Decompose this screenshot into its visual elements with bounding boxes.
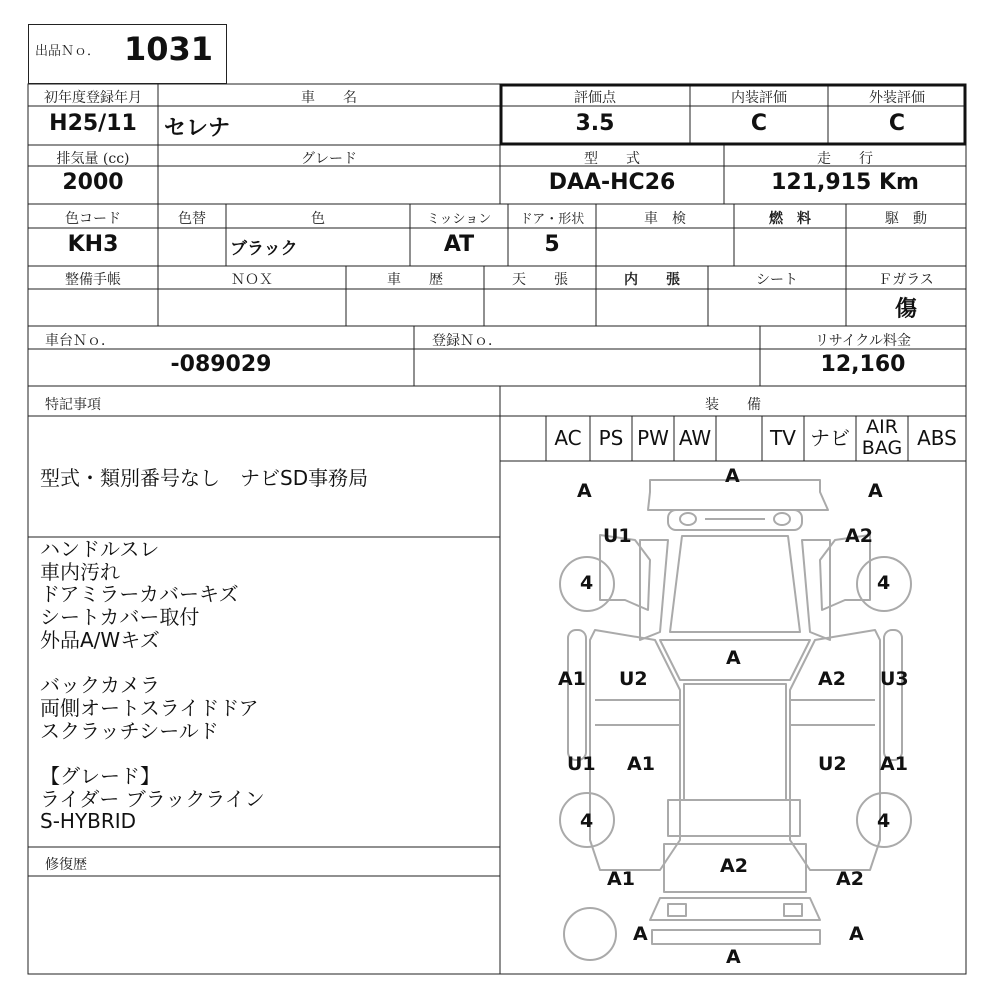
- notes-item: バックカメラ: [40, 673, 160, 698]
- car-name-value: セレナ: [164, 116, 231, 141]
- notes-item: 外品A/Wキズ: [40, 627, 160, 652]
- damage-rear-bottom: A: [726, 946, 741, 968]
- color-label: 色: [311, 211, 325, 227]
- repaint-label: 色替: [178, 211, 206, 227]
- fglass-label: Ｆガラス: [878, 272, 934, 288]
- exterior-label: 外装評価: [869, 90, 925, 106]
- repair-history-label: 修復歴: [45, 857, 87, 873]
- recycle-fee-value: 12,160: [820, 352, 906, 377]
- score-label: 評価点: [574, 90, 616, 106]
- interior-lining-label: 内 張: [624, 272, 680, 288]
- equipment-navi: ナビ: [810, 426, 850, 450]
- equipment-ps: PS: [598, 426, 624, 450]
- door-label: ドア・形状: [519, 212, 585, 227]
- damage-rr-quarter: A2: [836, 868, 864, 890]
- damage-fr-tire: 4: [877, 572, 891, 594]
- chassis-label: 車台Ｎｏ．: [45, 333, 115, 349]
- damage-front-door-r-inner: A2: [818, 668, 846, 690]
- equipment-label: 装 備: [705, 397, 761, 413]
- notes-item: ドアミラーカバーキズ: [40, 582, 239, 607]
- equipment-abs: ABS: [917, 426, 957, 450]
- damage-fl-tire: 4: [580, 572, 594, 594]
- lot-number-label: 出品Ｎｏ．: [35, 44, 101, 59]
- damage-rear-door-r-inner: U2: [818, 753, 847, 775]
- drive-label: 駆 動: [885, 211, 927, 227]
- damage-front-door-l-outer: A1: [558, 668, 586, 690]
- interior-label: 内装評価: [731, 90, 787, 106]
- equipment-pw: PW: [637, 426, 669, 450]
- mission-label: ミッション: [426, 212, 492, 227]
- damage-front-top: A: [725, 465, 740, 487]
- damage-fr-fender: A2: [845, 525, 873, 547]
- equipment-tv: TV: [770, 426, 796, 450]
- damage-back-door: A2: [720, 855, 748, 877]
- notes-item: 車内汚れ: [40, 559, 120, 584]
- notes-item: 【グレード】: [40, 763, 160, 788]
- equipment-aw: AW: [678, 426, 712, 450]
- nox-label: ＮＯＸ: [231, 272, 273, 288]
- mission-value: AT: [443, 232, 475, 257]
- damage-front-right: A: [868, 480, 883, 502]
- damage-front-door-r-outer: U3: [880, 668, 909, 690]
- displacement-value: 2000: [62, 170, 124, 195]
- interior-value: C: [750, 111, 768, 136]
- mileage-label: 走 行: [817, 151, 873, 167]
- notes-item: ハンドルスレ: [40, 537, 160, 561]
- history-label: 車 歴: [387, 272, 443, 288]
- lot-number: 1031: [124, 30, 214, 68]
- model-value: DAA-HC26: [548, 170, 676, 195]
- notes-item: シートカバー取付: [40, 605, 200, 630]
- damage-rl-quarter: A1: [607, 868, 635, 890]
- notes-item: ライダー ブラックライン: [40, 786, 265, 811]
- damage-fl-fender: U1: [603, 525, 632, 547]
- notes-item: S-HYBRID: [40, 809, 137, 834]
- seat-label: シート: [756, 272, 798, 288]
- damage-rear-door-l-outer: U1: [567, 753, 596, 775]
- notes-item: スクラッチシールド: [40, 718, 219, 743]
- fuel-label: 燃 料: [769, 211, 811, 227]
- chassis-value: -089029: [170, 352, 272, 377]
- color-code-value: KH3: [67, 232, 119, 257]
- maint-book-label: 整備手帳: [65, 272, 121, 288]
- displacement-label: 排気量 (cc): [56, 151, 130, 167]
- damage-roof: A: [726, 647, 741, 669]
- damage-rl-tire: 4: [580, 810, 594, 832]
- fglass-value: 傷: [894, 297, 917, 322]
- door-value: 5: [544, 232, 560, 257]
- registration-label: 登録Ｎｏ．: [432, 333, 502, 349]
- notes-label: 特記事項: [45, 397, 101, 413]
- notes-line-1: 型式・類別番号なし ナビSD事務局: [40, 466, 369, 490]
- first-reg-label: 初年度登録年月: [44, 90, 142, 106]
- damage-front-door-l-inner: U2: [619, 668, 648, 690]
- score-value: 3.5: [575, 111, 615, 136]
- model-label: 型 式: [584, 151, 640, 167]
- inspection-label: 車 検: [644, 211, 686, 227]
- color-value: ブラック: [230, 239, 298, 259]
- damage-rear-door-l-inner: A1: [627, 753, 655, 775]
- first-reg-value: H25/11: [49, 111, 137, 136]
- equipment-airbag: AIR BAG: [861, 416, 903, 459]
- damage-front-left: A: [577, 480, 592, 502]
- mileage-value: 121,915 Km: [771, 170, 919, 195]
- damage-rear-left: A: [633, 923, 648, 945]
- exterior-value: C: [888, 111, 906, 136]
- damage-rear-right: A: [849, 923, 864, 945]
- notes-item: 両側オートスライドドア: [40, 695, 259, 720]
- damage-rear-door-r-outer: A1: [880, 753, 908, 775]
- damage-rr-tire: 4: [877, 810, 891, 832]
- equipment-ac: AC: [554, 426, 582, 450]
- roof-lining-label: 天 張: [512, 272, 568, 288]
- recycle-fee-label: リサイクル料金: [814, 333, 912, 349]
- car-name-label: 車 名: [301, 90, 357, 106]
- grade-label: グレード: [301, 151, 357, 167]
- color-code-label: 色コード: [65, 211, 121, 227]
